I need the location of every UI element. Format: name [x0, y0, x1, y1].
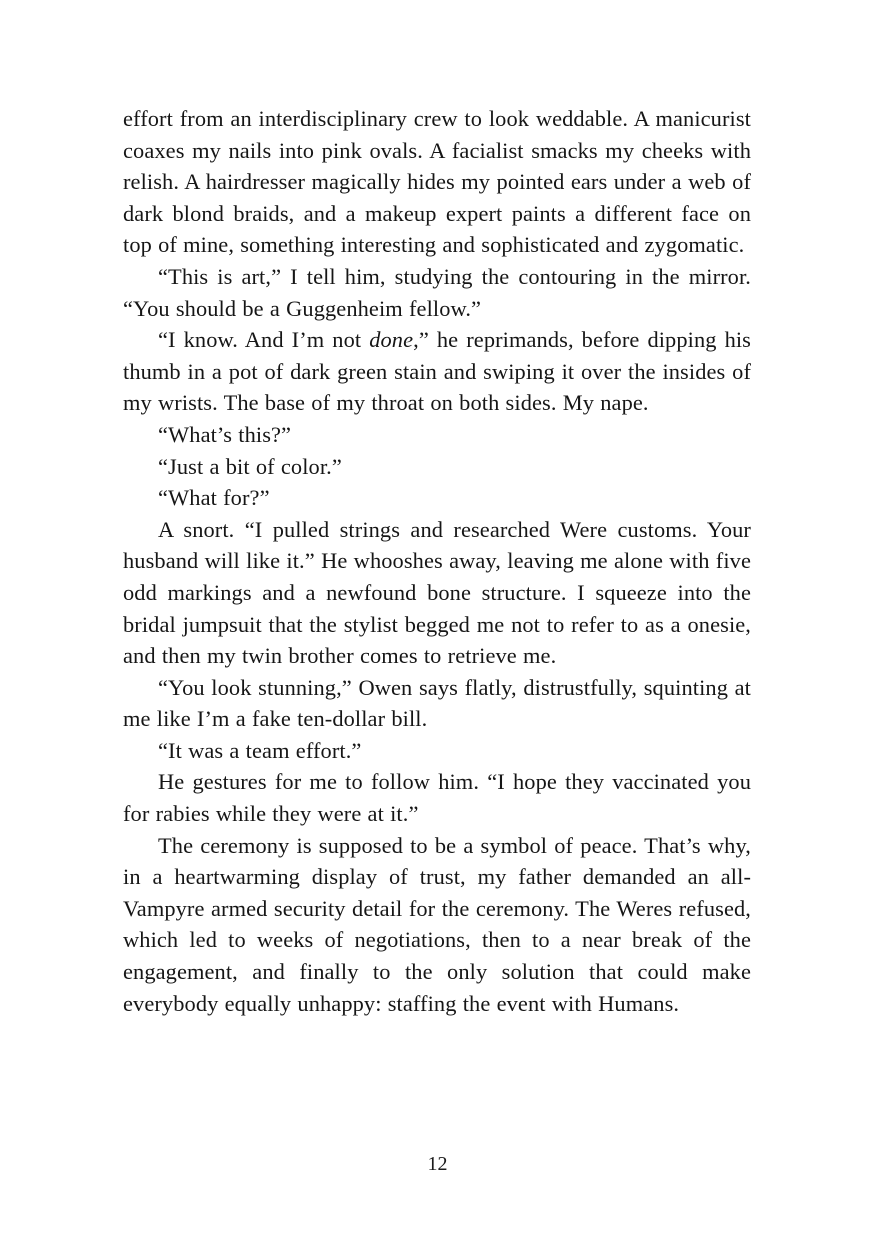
- paragraph: He gestures for me to follow him. “I hope they vaccinated you for rabies while they were at it.”: [123, 769, 751, 827]
- italic-text: done: [369, 327, 414, 353]
- paragraph: effort from an interdisciplinary crew to look weddable. A manicurist coaxes my nails into pink ovals. A facialist smacks my cheeks with relish. A hairdresser magically hides my pointed ears under a web of dark blond braids, and a makeup expert paints a different face on top of mine, something interesting and sophisticated and zygomatic.: [123, 106, 751, 258]
- paragraph: “It was a team effort.”: [158, 737, 362, 763]
- paragraph: “You look stunning,” Owen says flatly, distrustfully, squinting at me like I’m a fake ten-dollar bill.: [123, 674, 751, 732]
- paragraph: “What’s this?”: [158, 421, 292, 447]
- page-text: [123, 103, 751, 1019]
- paragraph: A snort. “I pulled strings and researched Were customs. Your husband will like it.” He whooshes away, leaving me alone with five odd markings and a newfound bone structure. I squeeze into the bridal jumpsuit that the stylist begged me not to refer to as a onesie, and then my twin brother comes to retrieve me.: [123, 516, 751, 669]
- page-number: 12: [427, 1153, 448, 1175]
- paragraph: “Just a bit of color.”: [158, 453, 342, 479]
- paragraph: The ceremony is supposed to be a symbol of peace. That’s why, in a heartwarming display of trust, my father demanded an all-Vampyre armed security detail for the ceremony. The Weres refused, which led to weeks of negotiations, then to a near break of the engagement, and finally to the only solution that could make everybody equally unhappy: staffing the event with Humans.: [123, 832, 751, 1016]
- paragraph: “What for?”: [158, 485, 270, 511]
- paragraph: “This is art,” I tell him, studying the contouring in the mirror. “You should be a Guggenheim fellow.”: [123, 263, 751, 321]
- paragraph: “I know. And I’m not done,” he reprimands, before dipping his thumb in a pot of dark green stain and swiping it over the insides of my wrists. The base of my throat on both sides. My nape.: [123, 327, 751, 416]
